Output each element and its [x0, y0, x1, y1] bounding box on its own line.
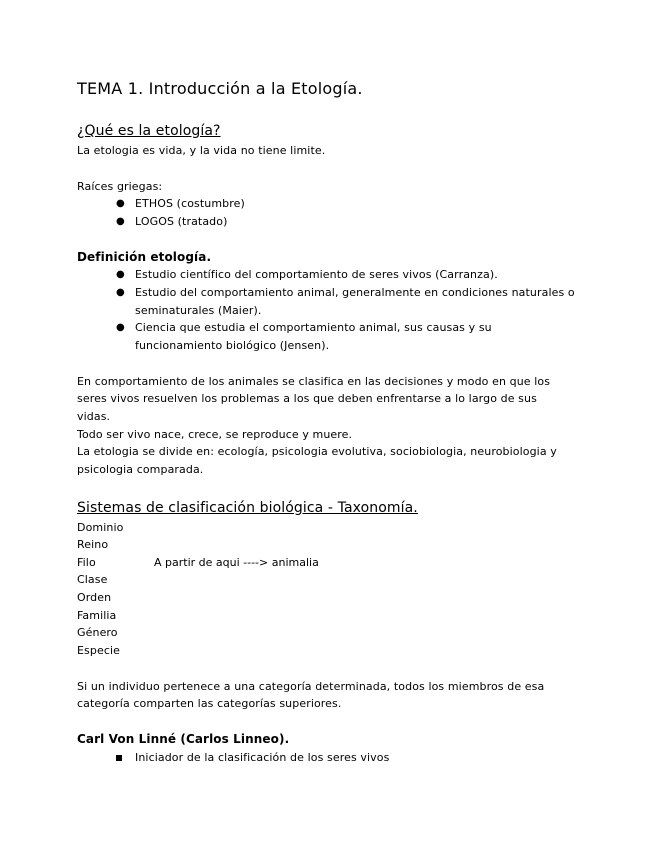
page-title: TEMA 1. Introducción a la Etología. — [77, 79, 363, 98]
paragraph-line: La etologia se divide en: ecología, psicologia evolutiva, sociobiologia, neurobiologia y — [77, 445, 557, 458]
definition-heading: Definición etología. — [77, 250, 212, 264]
list-item: Ciencia que estudia el comportamiento animal, sus causas y su — [135, 321, 492, 334]
taxonomy-rank: Reino — [77, 538, 109, 551]
taxonomy-heading: Sistemas de clasificación biológica - Taxonomía. — [77, 500, 418, 516]
bullet-icon: ● — [116, 216, 125, 227]
taxonomy-note-line: categoría comparten las categorías superiores. — [77, 697, 342, 710]
paragraph-line: vidas. — [77, 410, 111, 423]
bullet-icon: ● — [116, 287, 125, 298]
taxonomy-rank: Género — [77, 626, 118, 639]
list-item: ETHOS (costumbre) — [135, 197, 245, 210]
paragraph-line: En comportamiento de los animales se clasifica en las decisiones y modo en que los — [77, 375, 551, 388]
paragraph-line: seres vivos resuelven los problemas a los que deben enfrentarse a lo largo de sus — [77, 392, 537, 405]
taxonomy-rank: Dominio — [77, 521, 124, 534]
list-item: Estudio del comportamiento animal, generalmente en condiciones naturales o — [135, 286, 575, 299]
paragraph-line: psicologia comparada. — [77, 463, 204, 476]
section-heading-que-es: ¿Qué es la etología? — [77, 123, 221, 139]
filo-note: A partir de aqui ----> animalia — [154, 556, 319, 569]
list-item: LOGOS (tratado) — [135, 215, 228, 228]
list-item-continuation: funcionamiento biológico (Jensen). — [135, 339, 330, 352]
bullet-icon: ● — [116, 198, 125, 209]
list-item-continuation: seminaturales (Maier). — [135, 304, 262, 317]
intro-text: La etologia es vida, y la vida no tiene limite. — [77, 144, 326, 157]
bullet-icon: ● — [116, 269, 125, 280]
list-item: Estudio científico del comportamiento de seres vivos (Carranza). — [135, 268, 498, 281]
taxonomy-rank: Familia — [77, 609, 117, 622]
bullet-icon: ● — [116, 322, 125, 333]
list-item: Iniciador de la clasificación de los seres vivos — [135, 751, 390, 764]
taxonomy-rank: Filo — [77, 556, 96, 569]
square-bullet-icon — [116, 755, 122, 761]
taxonomy-rank: Especie — [77, 644, 121, 657]
linne-heading: Carl Von Linné (Carlos Linneo). — [77, 732, 290, 746]
taxonomy-rank: Orden — [77, 591, 112, 604]
roots-label: Raíces griegas: — [77, 180, 163, 193]
taxonomy-note-line: Si un individuo pertenece a una categoría determinada, todos los miembros de esa — [77, 680, 545, 693]
taxonomy-rank: Clase — [77, 573, 108, 586]
paragraph-line: Todo ser vivo nace, crece, se reproduce y muere. — [77, 428, 353, 441]
